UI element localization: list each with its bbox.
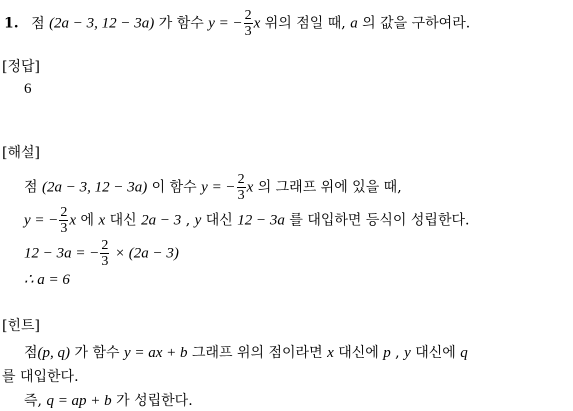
solution-l2-e: 를 대입하면 등식이 성립한다. (289, 212, 470, 229)
question-func-var: x (253, 15, 261, 32)
question-text-a: 점 (31, 15, 45, 32)
solution-l3-rhs: × (2a − 3) (114, 245, 179, 262)
question-line (4, 8, 470, 39)
solution-l1-den: 3 (237, 188, 245, 203)
hint-l1-y: y (404, 345, 411, 361)
solution-l2-fraction (59, 205, 68, 236)
question-fraction (244, 8, 253, 39)
question-var-a: a (350, 15, 358, 32)
question-frac-den: 3 (244, 24, 252, 39)
hint-l1-a: 점 (24, 345, 38, 361)
hint-l1-x: x (327, 345, 334, 361)
solution-l2-a: 에 (80, 212, 95, 229)
solution-l1-a: 점 (24, 179, 38, 196)
solution-line-3 (24, 238, 179, 269)
solution-l2-c: , (185, 212, 191, 229)
solution-l1-b: 이 함수 (151, 179, 197, 196)
solution-l2-expr2: 12 − 3a (237, 212, 285, 229)
solution-l1-var: x (246, 179, 254, 196)
solution-l2-x: x (98, 212, 106, 229)
hint-l1-e: , (395, 345, 400, 361)
solution-l1-num: 2 (237, 172, 245, 187)
solution-l1-fraction (237, 172, 246, 203)
solution-l3-fraction (100, 238, 109, 269)
solution-line-4: ∴ a = 6 (24, 272, 70, 288)
hint-l1-func: y = ax + b (123, 345, 188, 361)
hint-l3-b: 가 성립한다. (116, 393, 193, 409)
hint-line-3 (24, 391, 193, 411)
solution-l2-y: y (194, 212, 202, 229)
question-text-b: 가 함수 (158, 15, 204, 32)
hint-line-2: 를 대입한다. (2, 369, 79, 385)
solution-l2-func: y = − (24, 212, 59, 229)
solution-l2-b: 대신 (109, 212, 137, 229)
hint-l1-b: 가 함수 (74, 345, 120, 361)
hint-l1-p: p (383, 345, 391, 361)
solution-l2-expr1: 2a − 3 (141, 212, 182, 229)
question-number: 1. (4, 15, 19, 32)
hint-l1-f: 대신에 (415, 345, 456, 361)
solution-l2-den: 3 (60, 221, 68, 236)
hint-l3-eq: q = ap + b (46, 393, 112, 409)
question-text-c: 위의 점일 때, (264, 15, 346, 32)
hint-l1-d: 대신에 (338, 345, 379, 361)
solution-l3-lhs: 12 − 3a = − (24, 245, 100, 262)
question-frac-num: 2 (244, 8, 252, 23)
solution-l1-func: y = − (201, 179, 236, 196)
question-func-lhs: y = − (208, 15, 243, 32)
solution-l2-d: 대신 (205, 212, 233, 229)
answer-value: 6 (24, 81, 32, 97)
solution-l1-point: (2a − 3, 12 − 3a) (41, 179, 148, 196)
solution-header: [해설] (2, 145, 40, 161)
hint-l3-a: 즉, (24, 393, 42, 409)
solution-line-1 (24, 172, 402, 203)
question-text-d: 의 값을 구하여라. (362, 15, 471, 32)
hint-header: [힌트] (2, 318, 40, 334)
hint-l1-q: q (460, 345, 468, 361)
solution-l1-c: 의 그래프 위에 있을 때, (257, 179, 402, 196)
solution-l2-num: 2 (60, 205, 68, 220)
solution-l3-num: 2 (101, 238, 109, 253)
answer-header: [정답] (2, 59, 40, 75)
solution-line-2 (24, 205, 469, 236)
hint-line-1 (24, 343, 468, 363)
hint-l1-pt: (p, q) (37, 345, 71, 361)
question-point: (2a − 3, 12 − 3a) (49, 15, 155, 32)
hint-l1-c: 그래프 위의 점이라면 (191, 345, 323, 361)
solution-l3-den: 3 (101, 254, 109, 269)
solution-l2-var: x (69, 212, 77, 229)
